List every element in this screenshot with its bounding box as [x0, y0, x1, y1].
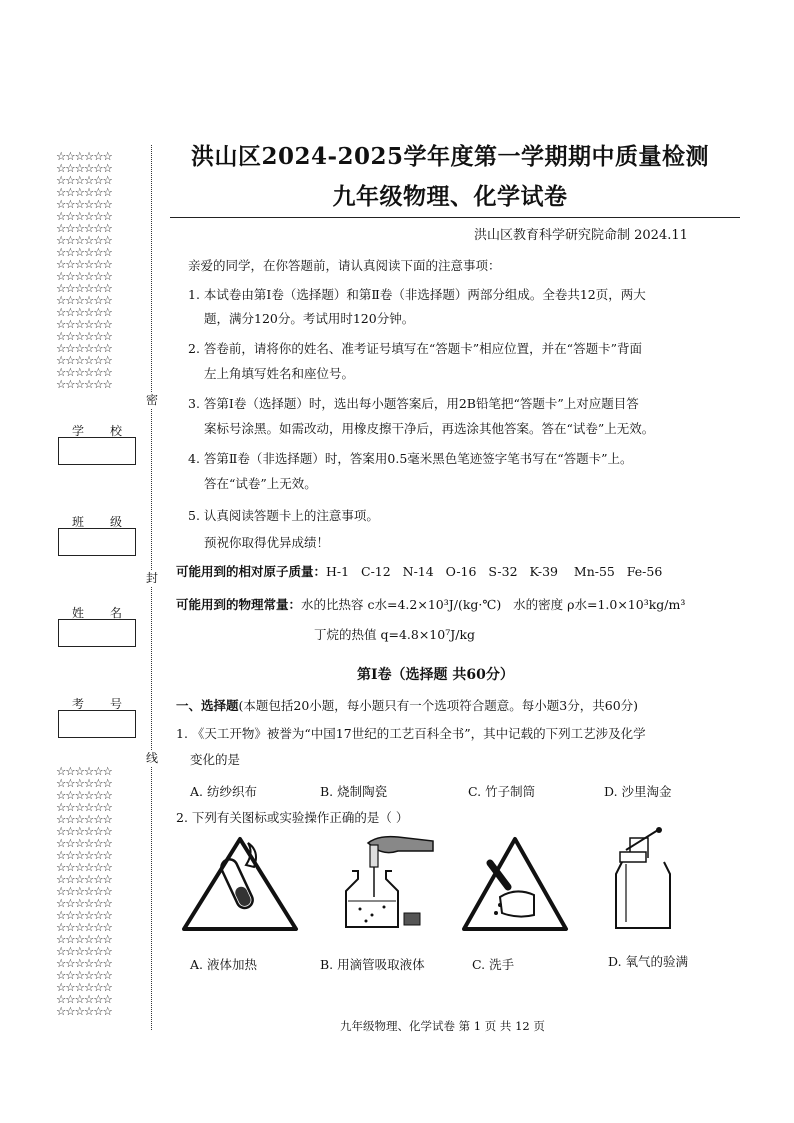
- atomic-mass-label: 可能用到的相对原子质量：: [176, 564, 327, 579]
- notice-item-1: 1. 本试卷由第Ⅰ卷（选择题）和第Ⅱ卷（非选择题）两部分组成。全卷共12页，两大: [188, 287, 646, 302]
- q1-option-b[interactable]: B. 烧制陶瓷: [320, 784, 388, 799]
- q1-stem-cont: 变化的是: [190, 752, 241, 767]
- seal-char-mi: 密: [145, 393, 158, 407]
- q2-option-b[interactable]: B. 用滴管吸取液体: [320, 957, 425, 972]
- seal-char-xian: 线: [145, 751, 158, 765]
- q1-option-a[interactable]: A. 纺纱织布: [190, 784, 257, 799]
- figure-liquid-heating-icon: [180, 835, 300, 935]
- q1-option-d[interactable]: D. 沙里淘金: [604, 784, 672, 799]
- q2-stem: 2. 下列有关图标或实验操作正确的是（ ）: [176, 810, 409, 825]
- physics-constants-label: 可能用到的物理常量：: [176, 597, 302, 612]
- exam-subtitle: 九年级物理、化学试卷: [332, 183, 568, 210]
- notice-item-3: 3. 答第Ⅰ卷（选择题）时，选出每小题答案后，用2B铅笔把“答题卡”上对应题目答: [188, 396, 639, 411]
- exam-title: 洪山区2024-2025学年度第一学期期中质量检测: [190, 143, 710, 170]
- decorative-stars-bottom: ☆☆☆☆☆☆ ☆☆☆☆☆☆ ☆☆☆☆☆☆ ☆☆☆☆☆☆ ☆☆☆☆☆☆ ☆☆☆☆☆☆ ☆☆☆☆☆☆ ☆☆☆☆☆☆ ☆☆☆☆☆☆ ☆☆☆☆☆☆ ☆☆☆☆☆☆ ☆☆☆☆☆☆ ☆☆☆☆☆☆ ☆☆☆☆☆☆ ☆☆☆☆☆☆ ☆☆☆☆☆☆ ☆☆☆☆☆☆ ☆☆☆☆☆☆ ☆☆☆☆☆☆ ☆☆☆☆☆☆ ☆☆☆☆☆☆: [56, 765, 112, 1017]
- butane-heat-value: 丁烷的热值 q=4.8×10⁷J/kg: [314, 627, 476, 642]
- q2-option-c[interactable]: C. 洗手: [472, 957, 515, 972]
- section-title: 第Ⅰ卷（选择题 共60分）: [357, 667, 514, 683]
- class-label: 班 级: [72, 515, 122, 529]
- notice-item-2-cont: 左上角填写姓名和座位号。: [204, 366, 355, 381]
- q2-option-d[interactable]: D. 氧气的验满: [608, 954, 689, 969]
- atomic-mass-values: H-1 C-12 N-14 O-16 S-32 K-39 Mn-55 Fe-56: [326, 564, 663, 579]
- notice-item-3-cont: 案标号涂黑。如需改动，用橡皮擦干净后，再选涂其他答案。答在“试卷”上无效。: [204, 421, 655, 436]
- class-field[interactable]: [58, 528, 136, 556]
- physics-constants-line: [176, 597, 685, 613]
- notice-item-1-cont: 题，满分120分。考试用时120分钟。: [204, 311, 415, 326]
- notice-item-5: 5. 认真阅读答题卡上的注意事项。: [188, 508, 379, 523]
- page-footer: 九年级物理、化学试卷 第 1 页 共 12 页: [340, 1019, 545, 1033]
- figure-wash-hands-icon: [460, 835, 570, 935]
- name-field[interactable]: [58, 619, 136, 647]
- seal-dotted-line: [151, 145, 152, 1030]
- notice-item-2: 2. 答卷前，请将你的姓名、准考证号填写在“答题卡”相应位置，并在“答题卡”背面: [188, 341, 642, 356]
- school-label: 学 校: [72, 424, 122, 438]
- name-label: 姓 名: [72, 606, 122, 620]
- notice-greeting: 亲爱的同学，在你答题前，请认真阅读下面的注意事项：: [188, 258, 501, 273]
- atomic-mass-line: [176, 564, 662, 580]
- seal-char-feng: 封: [145, 571, 158, 585]
- decorative-stars-top: ☆☆☆☆☆☆ ☆☆☆☆☆☆ ☆☆☆☆☆☆ ☆☆☆☆☆☆ ☆☆☆☆☆☆ ☆☆☆☆☆☆ ☆☆☆☆☆☆ ☆☆☆☆☆☆ ☆☆☆☆☆☆ ☆☆☆☆☆☆ ☆☆☆☆☆☆ ☆☆☆☆☆☆ ☆☆☆☆☆☆ ☆☆☆☆☆☆ ☆☆☆☆☆☆ ☆☆☆☆☆☆ ☆☆☆☆☆☆ ☆☆☆☆☆☆ ☆☆☆☆☆☆ ☆☆☆☆☆☆: [56, 150, 112, 390]
- section-intro-text: (本题包括20小题，每小题只有一个选项符合题意。每小题3分，共60分): [238, 698, 639, 713]
- header-rule: [170, 217, 740, 218]
- section-intro-label: 一、选择题: [176, 698, 239, 713]
- figure-oxygen-test-icon: [612, 828, 692, 938]
- notice-item-4: 4. 答第Ⅱ卷（非选择题）时，答案用0.5毫米黑色笔迹签字笔书写在“答题卡”上。: [188, 451, 633, 466]
- exam-number-field[interactable]: [58, 710, 136, 738]
- section-intro: [176, 698, 638, 714]
- figure-dropper-liquid-icon: [338, 835, 438, 935]
- physics-constants-values: 水的比热容 c水=4.2×10³J/(kg·℃) 水的密度 ρ水=1.0×10³kg/m³: [301, 597, 686, 612]
- notice-wish: 预祝你取得优异成绩！: [204, 535, 330, 550]
- q1-option-c[interactable]: C. 竹子制筒: [468, 784, 536, 799]
- exam-number-label: 考 号: [72, 697, 122, 711]
- school-field[interactable]: [58, 437, 136, 465]
- notice-item-4-cont: 答在“试卷”上无效。: [204, 476, 317, 491]
- issuer-line: 洪山区教育科学研究院命制 2024.11: [474, 228, 688, 243]
- q1-stem: 1. 《天工开物》被誉为“中国17世纪的工艺百科全书”，其中记载的下列工艺涉及化学: [176, 726, 646, 741]
- q2-option-a[interactable]: A. 液体加热: [190, 957, 257, 972]
